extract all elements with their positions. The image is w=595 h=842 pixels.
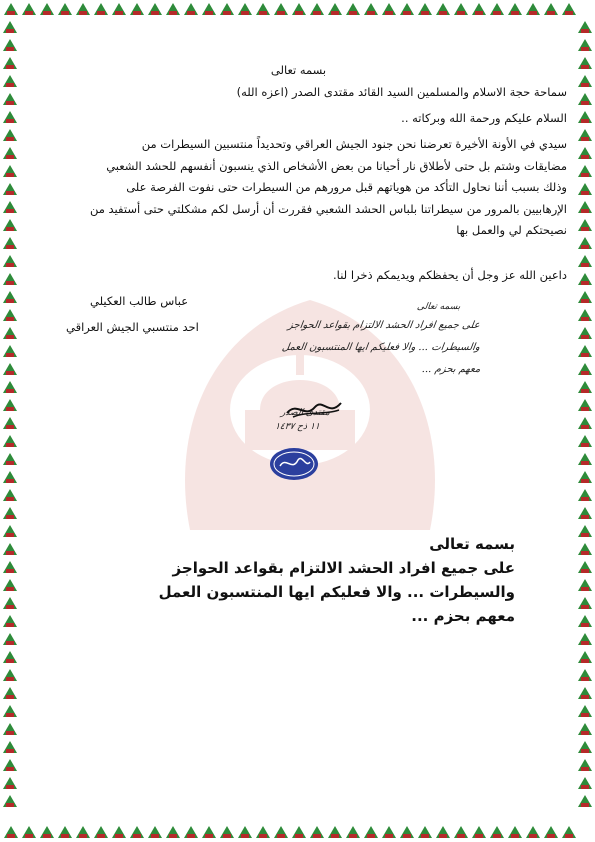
- border-ornament: [578, 741, 592, 753]
- border-ornament: [578, 507, 592, 519]
- border-ornament: [578, 453, 592, 465]
- border-ornament: [578, 327, 592, 339]
- border-ornament: [292, 826, 306, 838]
- border-ornament: [578, 525, 592, 537]
- border-ornament: [94, 3, 108, 15]
- border-ornament: [578, 777, 592, 789]
- border-ornament: [578, 759, 592, 771]
- border-ornament: [578, 399, 592, 411]
- border-ornament: [3, 291, 17, 303]
- border-ornament: [3, 111, 17, 123]
- border-ornament: [382, 3, 396, 15]
- border-ornament: [238, 826, 252, 838]
- border-ornament: [578, 291, 592, 303]
- border-ornament: [578, 201, 592, 213]
- border-ornament: [526, 3, 540, 15]
- border-ornament: [3, 561, 17, 573]
- border-ornament: [3, 417, 17, 429]
- handwritten-line: على جميع افراد الحشد الالتزام بقواعد الحواجز: [287, 320, 481, 331]
- border-ornament: [3, 435, 17, 447]
- border-ornament: [526, 826, 540, 838]
- greeting-line: السلام عليكم ورحمة الله وبركاته ..: [401, 111, 567, 125]
- border-ornament: [274, 826, 288, 838]
- border-ornament: [3, 795, 17, 807]
- border-ornament: [578, 795, 592, 807]
- border-ornament: [578, 561, 592, 573]
- border-ornament: [3, 273, 17, 285]
- border-ornament: [578, 579, 592, 591]
- border-ornament: [562, 3, 576, 15]
- border-ornament: [3, 93, 17, 105]
- border-ornament: [3, 543, 17, 555]
- border-ornament: [112, 3, 126, 15]
- border-ornament: [472, 3, 486, 15]
- border-ornament: [3, 219, 17, 231]
- border-ornament: [490, 826, 504, 838]
- border-ornament: [310, 3, 324, 15]
- border-ornament: [578, 57, 592, 69]
- border-ornament: [3, 327, 17, 339]
- border-ornament: [436, 826, 450, 838]
- border-ornament: [22, 826, 36, 838]
- border-ornament: [3, 687, 17, 699]
- border-ornament: [3, 597, 17, 609]
- border-ornament: [328, 826, 342, 838]
- border-ornament: [346, 826, 360, 838]
- border-ornament: [40, 3, 54, 15]
- border-ornament: [3, 453, 17, 465]
- border-ornament: [578, 93, 592, 105]
- border-ornament: [3, 75, 17, 87]
- border-ornament: [40, 826, 54, 838]
- border-ornament: [94, 826, 108, 838]
- border-ornament: [3, 633, 17, 645]
- border-ornament: [3, 363, 17, 375]
- paragraph-line: وذلك بسبب أننا نحاول التأكد من هوياتهم قبل مرورهم من السيطرات حتى نفوت الفرصة على: [126, 180, 567, 194]
- border-ornament: [274, 3, 288, 15]
- border-ornament: [58, 826, 72, 838]
- border-ornament: [166, 3, 180, 15]
- paragraph-line: مضايقات وشتم بل حتى لأطلاق نار أحيانا من بعض الأشخاص الذي ينسبون أنفسهم للحشد الشعبي: [106, 158, 567, 173]
- border-ornament: [400, 826, 414, 838]
- border-ornament: [418, 3, 432, 15]
- border-ornament: [4, 3, 18, 15]
- border-ornament: [22, 3, 36, 15]
- border-ornament: [292, 3, 306, 15]
- border-ornament: [578, 705, 592, 717]
- paragraph-line: نصيحتكم لي والعمل بها: [456, 223, 567, 237]
- border-ornament: [454, 826, 468, 838]
- border-ornament: [578, 435, 592, 447]
- border-ornament: [578, 363, 592, 375]
- typed-reply: [160, 532, 515, 628]
- border-ornament: [578, 687, 592, 699]
- closing-line: داعين الله عز وجل أن يحفظكم ويديمكم ذخرا لنا.: [333, 268, 567, 282]
- paragraph-line: سيدي في الأونة الأخيرة تعرضنا نحن جنود الجيش العراقي وتحديداً منتسبين السيطرات من: [141, 137, 567, 151]
- border-ornament: [184, 3, 198, 15]
- handwritten-line: والسيطرات ... والا فعليكم ايها المنتسبون العمل: [281, 342, 481, 353]
- border-ornament: [256, 826, 270, 838]
- border-ornament: [3, 777, 17, 789]
- border-ornament: [578, 471, 592, 483]
- border-ornament: [578, 273, 592, 285]
- border-ornament: [3, 309, 17, 321]
- border-ornament: [3, 471, 17, 483]
- border-ornament: [578, 75, 592, 87]
- border-ornament: [578, 651, 592, 663]
- border-ornament: [184, 826, 198, 838]
- border-ornament: [578, 165, 592, 177]
- border-ornament: [436, 3, 450, 15]
- border-ornament: [578, 21, 592, 33]
- border-ornament: [578, 309, 592, 321]
- border-ornament: [3, 669, 17, 681]
- border-ornament: [328, 3, 342, 15]
- border-ornament: [578, 345, 592, 357]
- border-ornament: [3, 201, 17, 213]
- border-ornament: [346, 3, 360, 15]
- border-ornament: [382, 826, 396, 838]
- border-ornament: [578, 489, 592, 501]
- border-ornament: [3, 183, 17, 195]
- official-stamp: [268, 446, 320, 482]
- border-ornament: [578, 255, 592, 267]
- border-ornament: [578, 723, 592, 735]
- border-ornament: [578, 147, 592, 159]
- border-ornament: [364, 3, 378, 15]
- typed-reply-header: بسمه تعالى: [429, 535, 515, 553]
- handwritten-header: بسمه تعالى: [416, 302, 461, 312]
- typed-reply-line: معهم بحزم ...: [411, 607, 515, 625]
- border-ornament: [578, 39, 592, 51]
- border-ornament: [3, 165, 17, 177]
- signature-scribble: [285, 393, 345, 423]
- letter-header: بسمه تعالى: [270, 63, 327, 77]
- border-ornament: [3, 21, 17, 33]
- border-ornament: [490, 3, 504, 15]
- typed-reply-line: على جميع افراد الحشد الالتزام بقواعد الحواجز: [172, 559, 515, 577]
- border-ornament: [3, 39, 17, 51]
- border-ornament: [3, 525, 17, 537]
- border-ornament: [578, 183, 592, 195]
- border-ornament: [4, 826, 18, 838]
- border-ornament: [578, 615, 592, 627]
- border-ornament: [3, 705, 17, 717]
- border-ornament: [202, 3, 216, 15]
- handwritten-date: ١١ ذح ١٤٣٧: [274, 422, 321, 432]
- border-ornament: [3, 489, 17, 501]
- border-ornament: [3, 579, 17, 591]
- paragraph-line: الإرهابيين بالمرور من سيطراتنا بلباس الحشد الشعبي فقررت أن أرسل لكم مشكلتي حتى أستفيد من: [89, 201, 567, 216]
- border-ornament: [578, 669, 592, 681]
- border-ornament: [148, 3, 162, 15]
- border-ornament: [148, 826, 162, 838]
- border-ornament: [310, 826, 324, 838]
- border-ornament: [578, 381, 592, 393]
- border-ornament: [3, 237, 17, 249]
- border-ornament: [454, 3, 468, 15]
- border-ornament: [3, 507, 17, 519]
- border-ornament: [58, 3, 72, 15]
- border-ornament: [76, 826, 90, 838]
- letter-paragraph: [30, 134, 567, 242]
- sender-name: عباس طالب العكيلي: [90, 294, 189, 308]
- border-ornament: [578, 417, 592, 429]
- typed-reply-line: والسيطرات ... والا فعليكم ايها المنتسبون العمل: [158, 583, 515, 601]
- border-ornament: [562, 826, 576, 838]
- border-ornament: [472, 826, 486, 838]
- border-ornament: [578, 597, 592, 609]
- border-ornament: [400, 3, 414, 15]
- sender-title: احد منتسبي الجيش العراقي: [66, 320, 199, 334]
- border-ornament: [3, 615, 17, 627]
- addressee-line: سماحة حجة الاسلام والمسلمين السيد القائد مقتدى الصدر (اعزه الله): [236, 85, 567, 99]
- border-ornament: [3, 147, 17, 159]
- border-ornament: [112, 826, 126, 838]
- border-ornament: [3, 57, 17, 69]
- border-ornament: [578, 111, 592, 123]
- border-ornament: [202, 826, 216, 838]
- border-ornament: [578, 237, 592, 249]
- border-ornament: [3, 255, 17, 267]
- border-ornament: [418, 826, 432, 838]
- border-ornament: [130, 3, 144, 15]
- border-ornament: [3, 723, 17, 735]
- border-ornament: [76, 3, 90, 15]
- border-ornament: [256, 3, 270, 15]
- border-ornament: [130, 826, 144, 838]
- border-ornament: [544, 826, 558, 838]
- border-ornament: [3, 399, 17, 411]
- border-ornament: [364, 826, 378, 838]
- border-ornament: [578, 543, 592, 555]
- border-ornament: [3, 759, 17, 771]
- border-ornament: [508, 826, 522, 838]
- handwritten-signature: مقتدى الصدر: [280, 408, 331, 418]
- border-ornament: [3, 651, 17, 663]
- border-ornament: [3, 345, 17, 357]
- border-ornament: [220, 826, 234, 838]
- border-ornament: [3, 381, 17, 393]
- handwritten-line: معهم بحزم ...: [420, 364, 481, 375]
- border-ornament: [238, 3, 252, 15]
- border-ornament: [578, 219, 592, 231]
- border-ornament: [3, 129, 17, 141]
- border-ornament: [578, 129, 592, 141]
- border-ornament: [508, 3, 522, 15]
- border-ornament: [3, 741, 17, 753]
- border-ornament: [166, 826, 180, 838]
- border-ornament: [578, 633, 592, 645]
- border-ornament: [544, 3, 558, 15]
- border-ornament: [220, 3, 234, 15]
